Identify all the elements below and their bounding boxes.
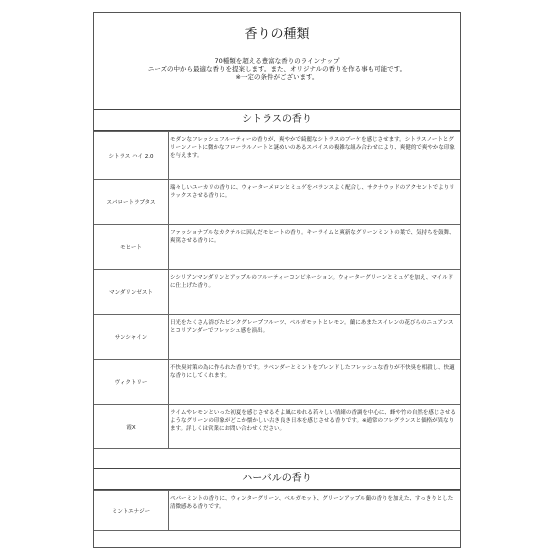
fragrance-name: サンシャイン — [94, 315, 169, 359]
fragrance-description: モダンなフレッシュフルーティーの香りが、爽やかで綺麗なシトラスのブーケを感じさせます。シトラスノートとグリーンノートに微かなフローラルノートと謎めいのあるスパイスの複雑な組み合わせにより、爽健的で爽やかな印象を与えます。 — [170, 137, 455, 159]
table-row — [94, 131, 460, 179]
fragrance-name: シトラス ハイ 2.0 — [94, 132, 169, 179]
fragrance-document — [93, 12, 461, 548]
fragrance-description: 瑞々しいユーカリの香りに、ウォーターメロンとミュゲをバランスよく配合し、サクナウッドのアクセントでよりリラックスさせる香りに。 — [170, 185, 455, 199]
document-header — [94, 13, 460, 109]
fragrance-description: ライムやレモンといった初夏を感じさせるそよ風にゆれる若々しい情緒の香調を中心に、蜂や竹の自然を感じさせるようなグリーンの印象がどこか懐かしい古き良き日本を感じさせる香りです。※通常のフレグランスと価格が異なります。詳しくは営業にお問い合わせください。 — [170, 410, 456, 432]
fragrance-description: シシリアンマンダリンとアップルのフルーティーコンビネーション。ウォーターグリーンとミュゲを加え、マイルドに仕上げた香り。 — [170, 275, 454, 289]
empty-row — [94, 530, 460, 547]
fragrance-description: ペパーミントの香りに、ウィンターグリーン、ベルガモット、グリーンアップル蘭の香りを加えた、すっきりとした清微感ある香りです。 — [170, 496, 454, 510]
section-heading-citrus: シトラスの香り — [94, 109, 460, 131]
table-row — [94, 359, 460, 404]
table-row — [94, 404, 460, 448]
document-title: 香りの種類 — [244, 27, 310, 42]
table-row — [94, 224, 460, 269]
table-row — [94, 179, 460, 224]
intro-line: ※一定の条件がございます。 — [235, 73, 319, 81]
section-heading-herbal: ハーバルの香り — [94, 468, 460, 490]
fragrance-name: 霞X — [94, 405, 169, 448]
fragrance-name: ミントエナジー — [94, 491, 169, 530]
fragrance-description: 日光をたくさん浴びたピンクグレープフルーツ、ベルガモットとレモン。蘭にあまたスイレンの花びらのニュアンスとコリアンダーでフレッシュ感を演出。 — [170, 320, 454, 334]
fragrance-name: ヴィクトリー — [94, 360, 169, 404]
fragrance-name: マンダリンゼスト — [94, 270, 169, 314]
fragrance-name: モヒート — [94, 225, 169, 269]
table-row — [94, 269, 460, 314]
table-row — [94, 490, 460, 530]
intro-line: 70種類を超える豊富な香りのラインナップ — [214, 57, 340, 65]
intro-line: ニーズの中から最適な香りを提案します。また、オリジナルの香りを作る事も可能です。 — [147, 65, 407, 73]
fragrance-description: 不快臭対策の為に作られた香りです。ラベンダーとミントをブレンドしたフレッシュな香りが不快臭を相殺し、快適な香りにしてくれます。 — [170, 365, 455, 379]
table-row — [94, 314, 460, 359]
fragrance-description: ファッショナブルなカクテルに因んだモヒートの香り。キーライムと爽新なグリーンミントの葉で、気持ちを鼓舞、爽篤させる香りに。 — [170, 230, 455, 244]
fragrance-name: スパロートラプタス — [94, 180, 169, 224]
spacer-row — [94, 448, 460, 468]
